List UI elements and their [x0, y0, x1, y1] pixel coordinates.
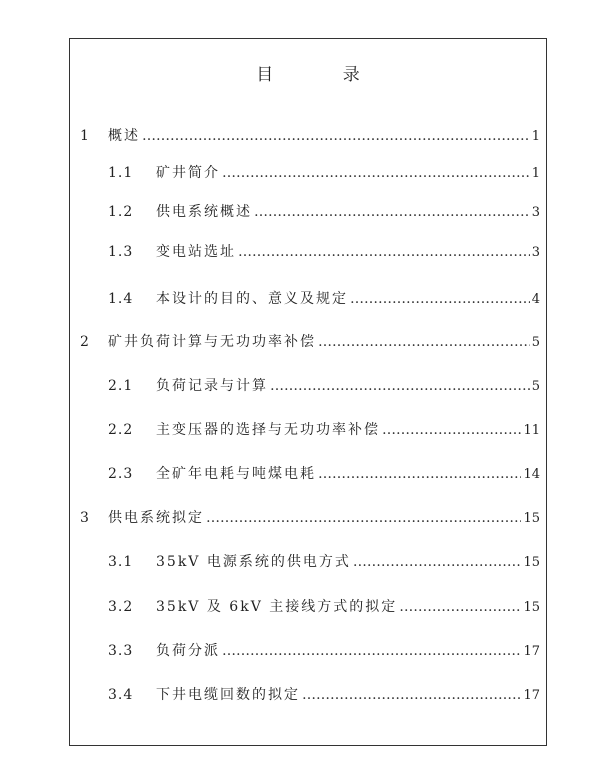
toc-entry — [70, 125, 540, 147]
dot-leader — [302, 684, 521, 706]
toc-entry-number: 1.3 — [108, 244, 134, 260]
toc-entry-label: 35kV 及 6kV 主接线方式的拟定 — [156, 599, 398, 615]
toc-entry-label: 下井电缆回数的拟定 — [156, 687, 300, 703]
toc-entry — [70, 241, 540, 263]
dot-leader — [254, 201, 530, 223]
toc-entry — [70, 596, 540, 618]
dot-leader — [206, 507, 521, 529]
toc-entry-page: 4 — [531, 292, 540, 307]
dot-leader — [350, 288, 530, 310]
toc-entry-page: 11 — [523, 423, 540, 438]
toc-entry-label: 主变压器的选择与无功功率补偿 — [156, 422, 380, 438]
toc-entry-number: 3.3 — [108, 643, 134, 659]
toc-entry-page: 1 — [531, 129, 540, 144]
toc-entry-label: 35kV 电源系统的供电方式 — [156, 554, 351, 570]
toc-entry-page: 3 — [531, 205, 540, 220]
toc-entry — [70, 640, 540, 662]
dot-leader — [222, 162, 530, 184]
toc-entry — [70, 419, 540, 441]
toc-entry — [70, 331, 540, 353]
toc-entry-label: 矿井负荷计算与无功功率补偿 — [108, 334, 316, 350]
toc-entry — [70, 201, 540, 223]
toc-entry-number: 2.2 — [108, 422, 134, 438]
dot-leader — [318, 331, 530, 353]
toc-entry-number: 2 — [80, 334, 90, 350]
toc-entry-label: 概述 — [108, 128, 140, 144]
toc-entry — [70, 463, 540, 485]
toc-entry-label: 本设计的目的、意义及规定 — [156, 291, 348, 307]
toc-title: 目 录 — [256, 65, 392, 85]
dot-leader — [270, 375, 530, 397]
toc-entry — [70, 162, 540, 184]
toc-entry-number: 3 — [80, 510, 90, 526]
toc-entry-page: 15 — [523, 555, 540, 570]
toc-entry-page: 1 — [531, 166, 540, 181]
toc-entry-page: 15 — [523, 511, 540, 526]
dot-leader — [382, 419, 521, 441]
toc-entry-number: 1 — [80, 128, 90, 144]
dot-leader — [222, 640, 521, 662]
toc-entry-label: 供电系统概述 — [156, 204, 252, 220]
toc-entry-number: 3.2 — [108, 599, 134, 615]
toc-entry-number: 1.4 — [108, 291, 134, 307]
toc-entry-label: 负荷记录与计算 — [156, 378, 268, 394]
toc-entry-label: 负荷分派 — [156, 643, 220, 659]
toc-entry — [70, 507, 540, 529]
toc-entry — [70, 551, 540, 573]
toc-entry-number: 1.1 — [108, 165, 134, 181]
dot-leader — [353, 551, 522, 573]
toc-entry-page: 3 — [531, 245, 540, 260]
toc-entry-label: 矿井简介 — [156, 165, 220, 181]
dot-leader — [238, 241, 530, 263]
toc-entry — [70, 288, 540, 310]
toc-entry-page: 5 — [531, 335, 540, 350]
toc-entry-page: 15 — [523, 600, 540, 615]
toc-entry-number: 1.2 — [108, 204, 134, 220]
toc-entry-page: 17 — [523, 688, 540, 703]
toc-entry-page: 5 — [531, 379, 540, 394]
toc-entry-label: 全矿年电耗与吨煤电耗 — [156, 466, 316, 482]
toc-entry-label: 变电站选址 — [156, 244, 236, 260]
document-page — [69, 38, 547, 746]
dot-leader — [142, 125, 530, 147]
toc-entry — [70, 375, 540, 397]
dot-leader — [318, 463, 521, 485]
toc-entry-label: 供电系统拟定 — [108, 510, 204, 526]
toc-entry-number: 2.3 — [108, 466, 134, 482]
toc-entry-page: 14 — [523, 467, 540, 482]
toc-entry-number: 3.1 — [108, 554, 134, 570]
toc-entry-number: 3.4 — [108, 687, 134, 703]
toc-entry-number: 2.1 — [108, 378, 134, 394]
toc-entry — [70, 684, 540, 706]
toc-entry-page: 17 — [523, 644, 540, 659]
dot-leader — [399, 596, 521, 618]
